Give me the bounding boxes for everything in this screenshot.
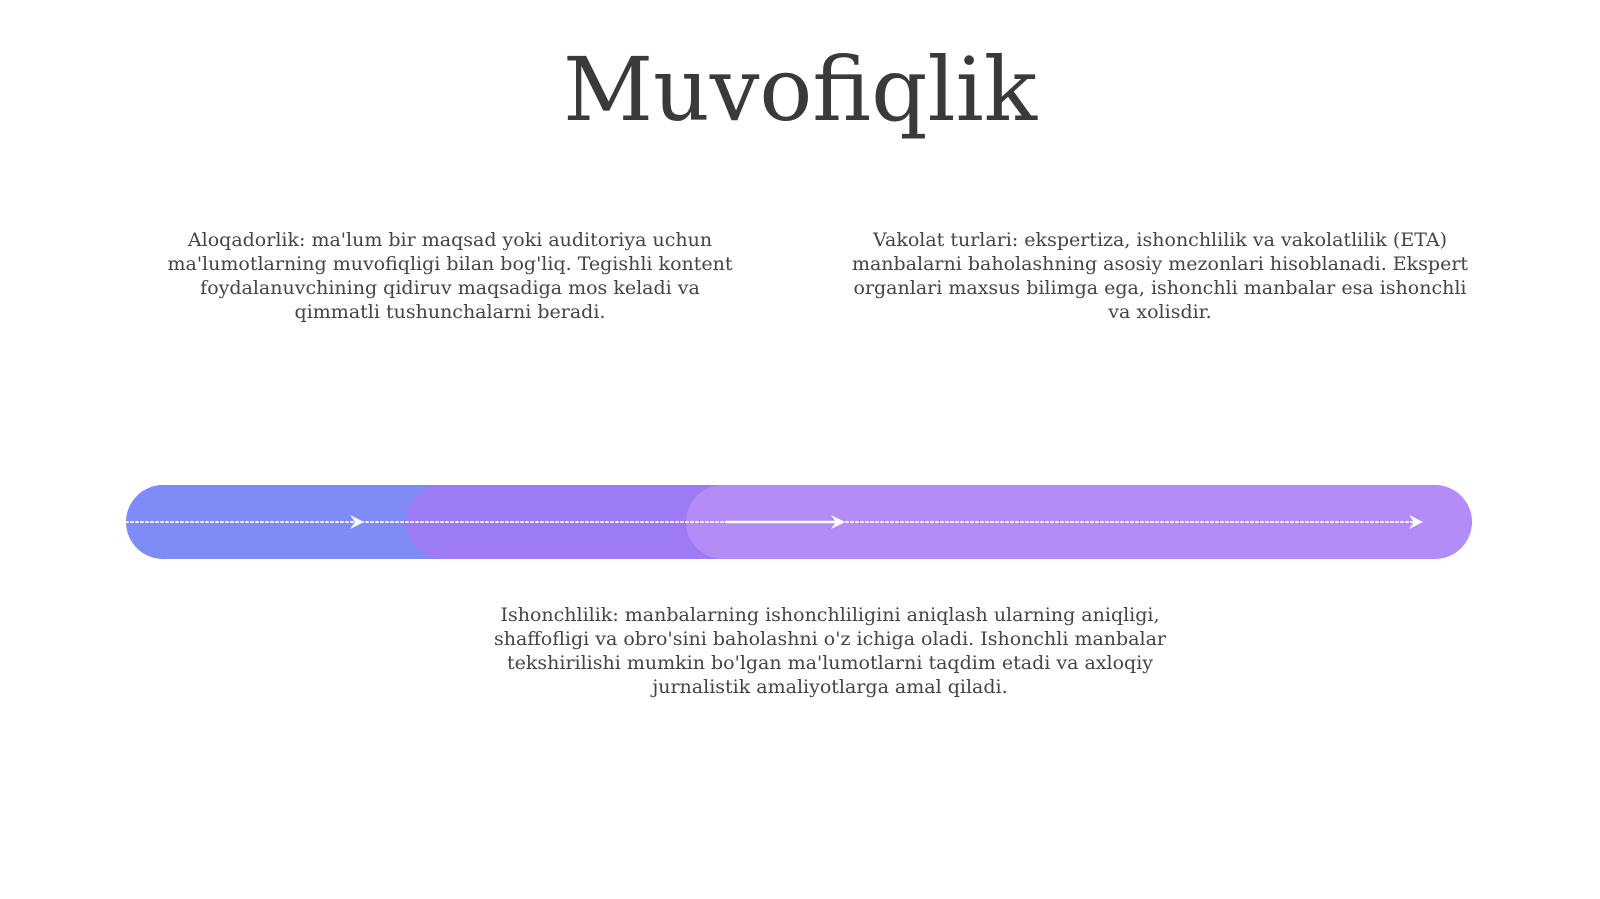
description-credibility: Ishonchlilik: manbalarning ishonchliligini aniqlash ularning aniqligi, shaffofligi va obro'sini baholashni o'z ichiga oladi. Ishonchli manbalar tekshirilishi mumkin bo'lgan ma'lumotlarni taqdim etadi va axloqiy jurnalistik amaliyotlarga amal qiladi. — [493, 604, 1167, 698]
page-title: Muvofiqlik — [562, 38, 1038, 141]
description-authority: Vakolat turlari: ekspertiza, ishonchlilik va vakolatlilik (ETA) manbalarni baholashning asosiy mezonlari hisoblanadi. Ekspert organlari maxsus bilimga ega, ishonchli manbalar esa ishonchli va xolisdir. — [851, 229, 1469, 323]
timeline-arrows — [126, 485, 1472, 559]
timeline-bar — [126, 485, 1472, 559]
description-relevance: Aloqadorlik: ma'lum bir maqsad yoki auditoriya uchun ma'lumotlarning muvofiqligi bilan bog'liq. Tegishli kontent foydalanuvchining qidiruv maqsadiga mos keladi va qimmatli tushunchalarni beradi. — [167, 229, 733, 323]
